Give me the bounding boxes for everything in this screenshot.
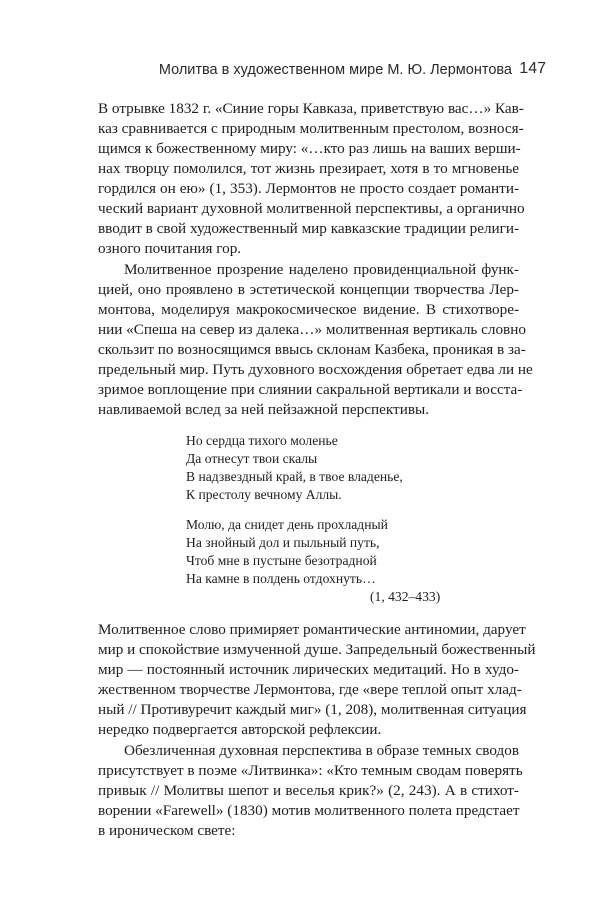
text-line: Обезличенная духовная перспектива в образе темных сводов bbox=[124, 742, 519, 759]
text-line: Молитвенное прозрение наделено провиденциальной функ- bbox=[124, 261, 519, 278]
verse-line: Чтоб мне в пустыне безотрадной bbox=[186, 553, 377, 568]
text-line: в ироническом свете: bbox=[98, 822, 236, 839]
verse-line: Молю, да снидет день прохладный bbox=[186, 517, 388, 532]
text-line: мир — постоянный источник лирических медитаций. Но в худо- bbox=[98, 661, 519, 678]
text-line: нах творцу помолился, тот жизнь презирает, хотя в то мгновенье bbox=[98, 160, 519, 177]
text-line: гордился он ею» (1, 353). Лермонтов не просто создает романти- bbox=[98, 180, 519, 197]
verse-line: Да отнесут твои скалы bbox=[186, 451, 318, 466]
text-line: нии «Спеша на север из далека…» молитвенная вертикаль словно bbox=[98, 321, 526, 338]
text-line: цией, оно проявлено в эстетической концепции творчества Лер- bbox=[98, 281, 519, 298]
text-line: мир и спокойствие измученной душе. Запредельный божественный bbox=[98, 641, 536, 658]
running-header bbox=[0, 60, 600, 84]
text-line: ворении «Farewell» (1830) мотив молитвенного полета предстает bbox=[98, 802, 520, 819]
text-line: жественном творчестве Лермонтова, где «вере теплой опыт хлад- bbox=[98, 681, 522, 698]
text-line: В отрывке 1832 г. «Синие горы Кавказа, приветствую вас…» Кав- bbox=[98, 100, 524, 117]
running-title: Молитва в художественном мире М. Ю. Лермонтова bbox=[158, 62, 512, 78]
text-line: нередко подвергается авторской рефлексии. bbox=[98, 721, 382, 738]
text-line: каз сравнивается с природным молитвенным престолом, вознося- bbox=[98, 120, 524, 137]
text-line: монтова, моделируя макрокосмическое видение. В стихотворе- bbox=[98, 301, 519, 318]
text-line: зримое воплощение при слиянии сакральной вертикали и восста- bbox=[98, 381, 523, 398]
text-line: скользит по возносящимся ввысь склонам Казбека, проникая в за- bbox=[98, 341, 526, 358]
verse-line: Но сердца тихого моленье bbox=[186, 433, 338, 448]
verse-line: На камне в полдень отдохнуть… bbox=[186, 571, 376, 586]
text-line: вводит в свой художественный мир кавказские традиции религи- bbox=[98, 220, 520, 237]
text-line: навливаемой вслед за ней пейзажной перспективы. bbox=[98, 401, 429, 418]
text-line: ный // Противуречит каждый миг» (1, 208), молитвенная ситуация bbox=[98, 701, 527, 718]
text-line: озного почитания гор. bbox=[98, 240, 242, 257]
text-line: ческий вариант духовной молитвенной перспективы, а органично bbox=[98, 200, 525, 217]
verse-line: В надзвездный край, в твое владенье, bbox=[186, 469, 403, 484]
verse-line: К престолу вечному Аллы. bbox=[186, 487, 342, 502]
text-line: присутствует в поэме «Литвинка»: «Кто темным сводам поверять bbox=[98, 762, 523, 779]
page-number: 147 bbox=[519, 60, 546, 77]
text-line: привык // Молитвы шепот и веселья крик?» (2, 243). А в стихот- bbox=[98, 782, 519, 799]
text-line: Молитвенное слово примиряет романтические антиномии, дарует bbox=[98, 621, 526, 638]
text-line: предельный мир. Путь духовного восхождения обретает едва ли не bbox=[98, 361, 533, 378]
verse-line: На знойный дол и пыльный путь, bbox=[186, 535, 380, 550]
poem-citation: (1, 432–433) bbox=[370, 589, 441, 604]
text-line: щимся к божественному миру: «…кто раз лишь на ваших верши- bbox=[98, 140, 521, 157]
